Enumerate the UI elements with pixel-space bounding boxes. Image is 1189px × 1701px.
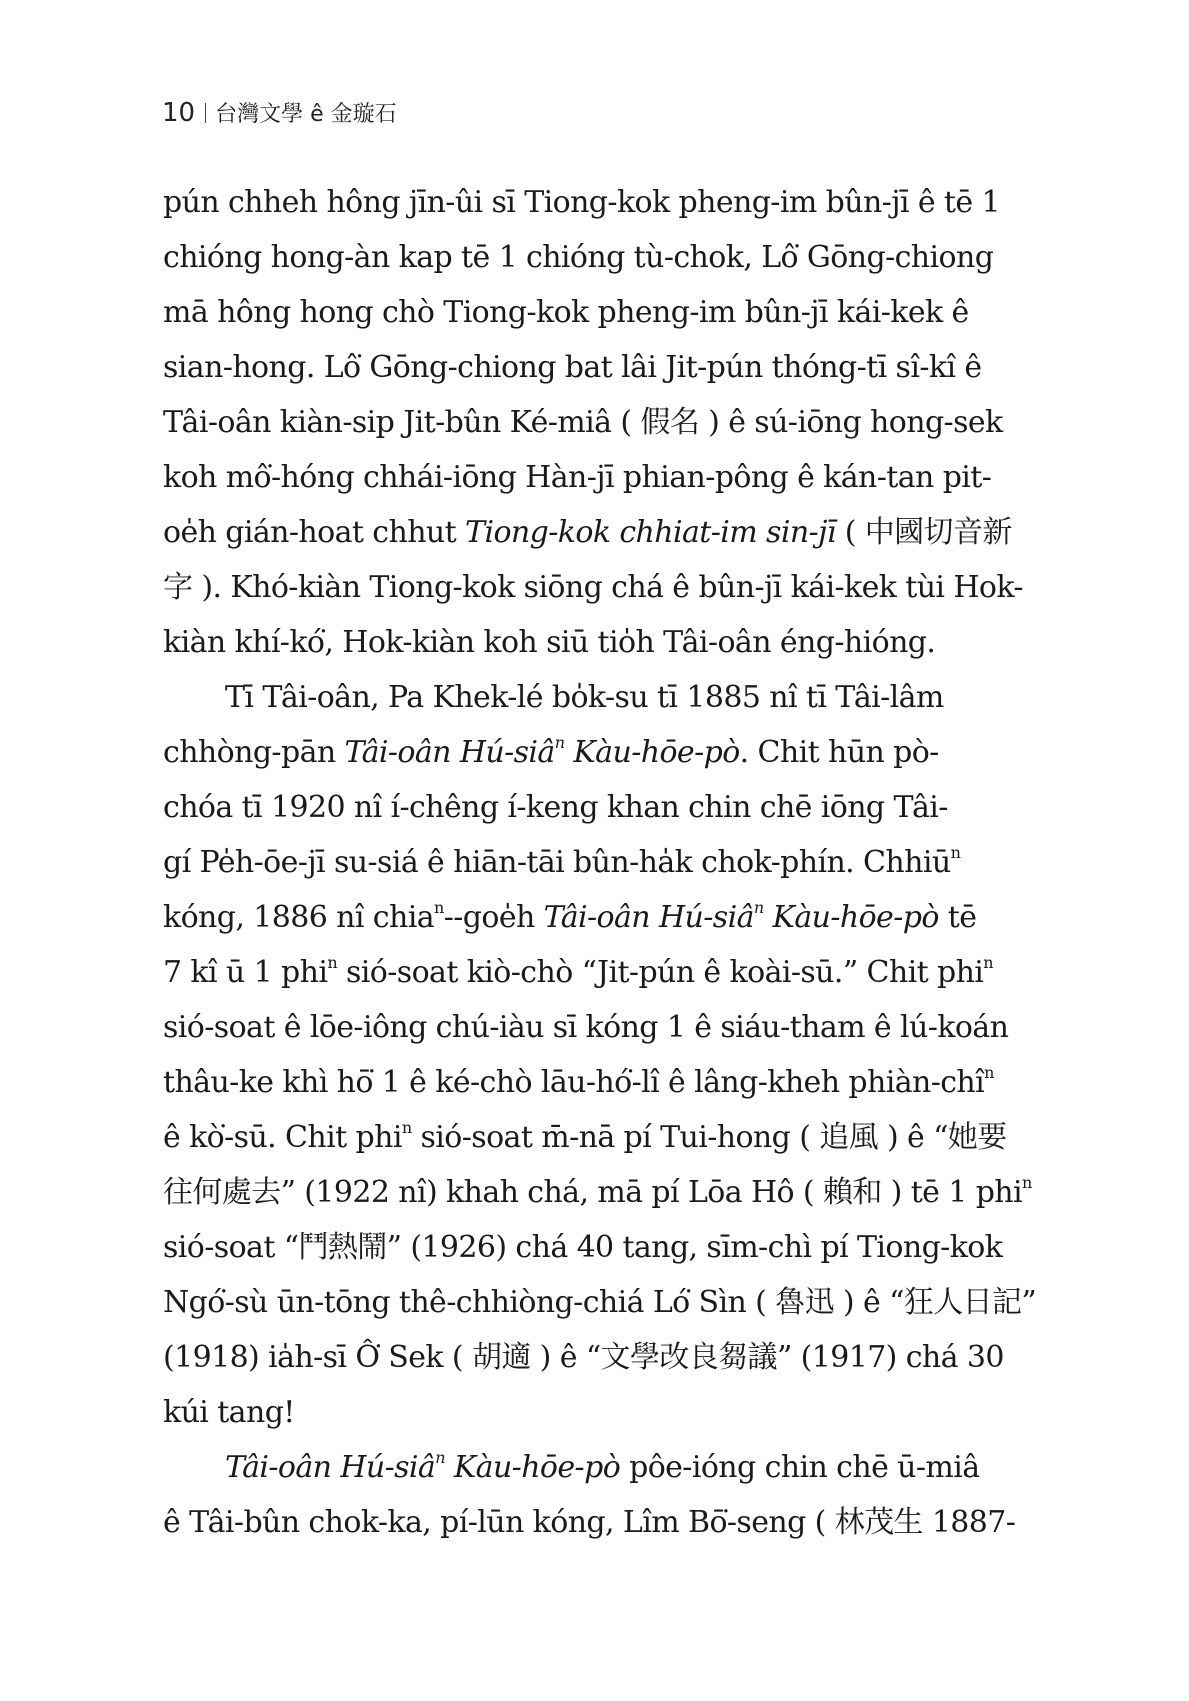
page-number: 10 xyxy=(162,98,196,128)
text-run: 7 kî ū 1 phi xyxy=(163,955,328,990)
text-line xyxy=(163,450,1043,505)
text-run: chhòng-pān xyxy=(163,735,345,770)
superscript-n: n xyxy=(1022,1173,1032,1192)
text-line xyxy=(163,505,1043,560)
text-run: sió-soat kiò-chò “Jit-pún ê koài-sū.” Chit phi xyxy=(337,955,984,990)
text-line xyxy=(163,780,1043,835)
superscript-n: n xyxy=(327,953,338,972)
text-run: sian-hong. Lô͘ Gōng-chiong bat lâi Jit-pún thóng-tī sî-kî ê xyxy=(163,350,982,385)
text-run: gí Pe̍h-ōe-jī su-siá ê hiān-tāi bûn-ha̍k chok-phín. Chhiū xyxy=(163,845,951,880)
superscript-n: n xyxy=(401,1118,412,1137)
text-line xyxy=(163,1055,1043,1110)
text-run: sió-soat m̄-nā pí Tui-hong ( 追風 ) ê “她要 xyxy=(411,1120,1007,1155)
text-line xyxy=(163,1110,1043,1165)
text-line xyxy=(163,1330,1043,1385)
text-line xyxy=(163,395,1043,450)
text-run: 字 ). Khó-kiàn Tiong-kok siōng chá ê bûn-jī kái-kek tùi Hok- xyxy=(163,570,1023,605)
text-run: thâu-ke khì hō͘ 1 ê ké-chò lāu-hó͘-lî ê lâng-kheh phiàn-chî xyxy=(163,1065,985,1100)
text-line xyxy=(163,1440,1043,1495)
italic-title: Tâi-oân Hú-siâ xyxy=(225,1450,436,1485)
text-line xyxy=(163,945,1043,1000)
text-run: sió-soat “鬥熱鬧” (1926) chá 40 tang, sīm-chì pí Tiong-kok xyxy=(163,1230,1003,1265)
paragraph xyxy=(163,1440,1043,1550)
text-run: sió-soat ê lōe-iông chú-iàu sī kóng 1 ê siáu-tham ê lú-koán xyxy=(163,1010,1009,1045)
body-text xyxy=(163,175,1043,1550)
text-run: 往何處去” (1922 nî) khah chá, mā pí Lōa Hô ( 賴和 ) tē 1 phi xyxy=(163,1175,1023,1210)
superscript-n: n xyxy=(984,1063,994,1082)
text-line xyxy=(163,175,1043,230)
text-run: (1918) ia̍h-sī Ô͘ Sek ( 胡適 ) ê “文學改良芻議” (1917) chá 30 xyxy=(163,1340,1004,1375)
text-line xyxy=(163,230,1043,285)
text-run: mā hông hong chò Tiong-kok pheng-im bûn-jī kái-kek ê xyxy=(163,295,969,330)
italic-title: Tâi-oân Hú-siâ xyxy=(543,900,754,935)
text-line xyxy=(163,1495,1043,1550)
italic-title: Kàu-hōe-pò xyxy=(763,900,939,935)
text-run: chóa tī 1920 nî í-chêng í-keng khan chin chē iōng Tâi- xyxy=(163,790,948,825)
text-run: koh mô͘-hóng chhái-iōng Hàn-jī phian-pông ê kán-tan pit- xyxy=(163,460,992,495)
superscript-n: n xyxy=(753,898,764,917)
text-line xyxy=(163,725,1043,780)
paragraph xyxy=(163,670,1043,1440)
text-line xyxy=(163,1165,1043,1220)
text-run: tē xyxy=(938,900,977,935)
text-run: . Chit hūn pò- xyxy=(739,735,939,770)
text-line xyxy=(163,615,1043,670)
text-run: --goe̍h xyxy=(443,900,544,935)
text-line xyxy=(163,340,1043,395)
header-divider xyxy=(205,103,206,123)
paragraph xyxy=(163,175,1043,670)
text-run: pôe-ióng chin chē ū-miâ xyxy=(620,1450,980,1485)
book-title: 台灣文學 ê 金璇石 xyxy=(215,102,397,127)
text-run: Tâi-oân kiàn-sip Jit-bûn Ké-miâ ( 假名 ) ê sú-iōng hong-sek xyxy=(163,405,1003,440)
text-line xyxy=(163,1220,1043,1275)
text-run: kúi tang! xyxy=(163,1395,295,1430)
text-run: Ngó͘-sù ūn-tōng thê-chhiòng-chiá Ló͘ Sìn ( 魯迅 ) ê “狂人日記” xyxy=(163,1285,1037,1320)
text-line xyxy=(163,835,1043,890)
text-line xyxy=(163,670,1043,725)
text-run: chióng hong-àn kap tē 1 chióng tù-chok, Lô͘ Gōng-chiong xyxy=(163,240,994,275)
superscript-n: n xyxy=(983,953,994,972)
text-run: kiàn khí-kó͘, Hok-kiàn koh siū tio̍h Tâi-oân éng-hióng. xyxy=(163,625,936,660)
text-run: ê kò͘-sū. Chit phi xyxy=(163,1120,402,1155)
text-line xyxy=(163,285,1043,340)
superscript-n: n xyxy=(435,1448,445,1467)
text-run: pún chheh hông jīn-ûi sī Tiong-kok pheng-im bûn-jī ê tē 1 xyxy=(163,185,1000,220)
superscript-n: n xyxy=(950,843,961,862)
italic-title: Tiong-kok chhiat-im sin-jī xyxy=(465,515,836,550)
text-line xyxy=(163,560,1043,615)
text-line xyxy=(163,890,1043,945)
text-run: Tī Tâi-oân, Pa Khek-lé bo̍k-su tī 1885 nî tī Tâi-lâm xyxy=(225,680,944,715)
superscript-n: n xyxy=(433,898,444,917)
italic-title: Tâi-oân Hú-siâ xyxy=(344,735,555,770)
text-run: oe̍h gián-hoat chhut xyxy=(163,515,466,550)
superscript-n: n xyxy=(554,733,565,752)
running-head xyxy=(162,98,397,130)
text-run: kóng, 1886 nî chia xyxy=(163,900,434,935)
text-run: ê Tâi-bûn chok-ka, pí-lūn kóng, Lîm Bō͘-seng ( 林茂生 1887- xyxy=(163,1505,1016,1540)
italic-title: Kàu-hōe-pò xyxy=(444,1450,621,1485)
text-line xyxy=(163,1000,1043,1055)
text-run: ( 中國切音新 xyxy=(835,515,1012,550)
text-line xyxy=(163,1275,1043,1330)
text-line xyxy=(163,1385,1043,1440)
italic-title: Kàu-hōe-pò xyxy=(564,735,740,770)
